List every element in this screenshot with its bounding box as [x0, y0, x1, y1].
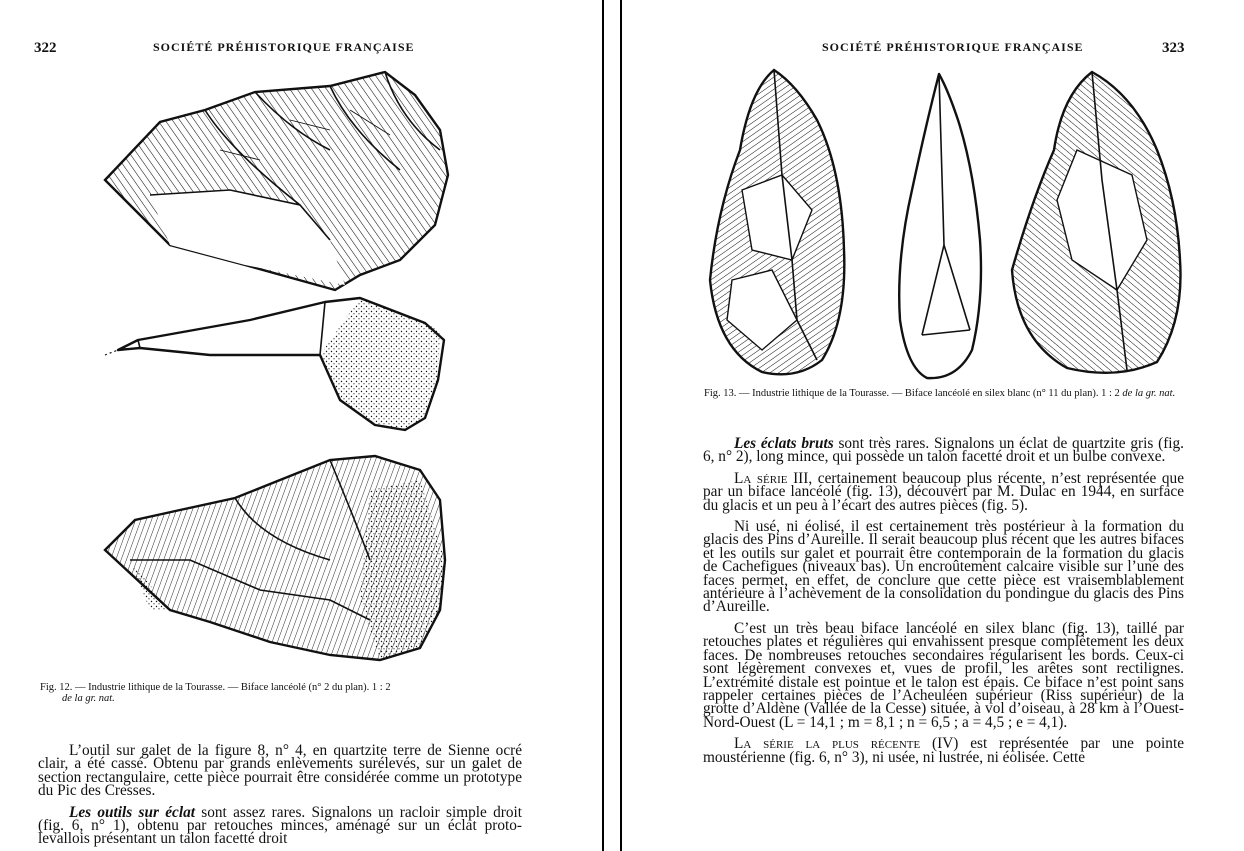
right-body-text [703, 437, 1184, 772]
paragraph [703, 437, 1184, 464]
biface-profile-view [899, 74, 981, 378]
paragraph-text: sont assez rares. Signalons un racloir simple droit (fig. 6, n° 1), obtenu par retouches minces, aménagé sur un éclat proto-levallois présentant un talon facetté droit [38, 803, 522, 848]
biface-lower-view [105, 456, 445, 660]
paragraph-text: , certainement beaucoup plus récente, n’est représentée que par un biface lancéolé (fig. 13), découvert par M. Dulac en 1944, en surface du glacis et un peu à l’écart des autres pièces (fig. 5). [703, 469, 1184, 514]
paragraph: C’est un très beau biface lancéolé en silex blanc (fig. 13), taillé par retouches plates et régulières qui envahissent presque complètement les deux faces. De nombreuses retouches secondaires régularisent les bords. Ceux-ci sont légèrement convexes et, vues de profil, les arêtes sont rectilignes. L’extrémité distale est pointue et le talon est épais. Ce biface n’est point sans rappeler certaines pièces de l’Acheuléen supérieur (Riss supérieur) de la grotte d’Aldène (Vallée de la Cesse) située, à vol d’oiseau, à 28 km à l’Ouest-Nord-Ouest (L = 14,1 ; m = 8,1 ; n = 6,5 ; a = 4,5 ; e = 4,1). [703, 619, 1184, 731]
running-head: SOCIÉTÉ PRÉHISTORIQUE FRANÇAISE [153, 40, 415, 54]
small-caps: La série III [734, 469, 809, 487]
left-page [0, 0, 604, 851]
emphasis: Les outils sur éclat [69, 803, 195, 821]
paragraph [38, 803, 522, 848]
right-page [622, 0, 1244, 851]
paragraph [703, 469, 1184, 514]
biface-face-view [710, 70, 844, 374]
figure-12-caption [40, 682, 522, 704]
paragraph-text: sont très rares. Signalons un éclat de quartzite gris (fig. 6, n° 2), long mince, qui possède un talon facetté droit et un bulbe convexe. [703, 435, 1185, 466]
paragraph [703, 737, 1184, 764]
caption-main: Fig. 13. — Industrie lithique de la Tourasse. — Biface lancéolé en silex blanc (n° 11 du plan). 1 : 2 [704, 388, 1120, 399]
page-number: 322 [34, 40, 57, 56]
left-body-text [38, 744, 522, 851]
paragraph: L’outil sur galet de la figure 8, n° 4, en quartzite terre de Sienne ocré clair, a été cassé. Obtenu par grands enlèvements surélevés, sur un galet de section rectangulaire, cette pièce pourrait être considérée comme un prototype du Pic des Cresses. [38, 742, 522, 800]
figure-13-caption [704, 388, 1184, 399]
caption-main: Fig. 12. — Industrie lithique de la Tourasse. — Biface lancéolé (n° 2 du plan). 1 : 2 [40, 682, 391, 693]
page-number: 323 [1162, 40, 1185, 56]
emphasis: Les éclats bruts [734, 435, 834, 452]
small-caps: La série la plus récente [734, 735, 921, 753]
biface-top-view [105, 72, 448, 290]
biface-reverse-view [1012, 72, 1181, 373]
running-head: SOCIÉTÉ PRÉHISTORIQUE FRANÇAISE [822, 40, 1084, 54]
biface-section-view [105, 298, 444, 430]
caption-italic: de la gr. nat. [62, 693, 115, 704]
figure-12-illustration [0, 0, 604, 690]
figure-13-illustration [622, 0, 1244, 385]
paragraph-text: (IV) est représentée par une pointe moustérienne (fig. 6, n° 3), ni usée, ni lustrée, ni éolisée. Cette [703, 735, 1184, 766]
caption-italic: de la gr. nat. [1122, 388, 1176, 399]
paragraph: Ni usé, ni éolisé, il est certainement très postérieur à la formation du glacis des Pins d’Aureille. Il serait beaucoup plus récent que les autres bifaces et les outils sur galet et pourrait être contemporain de la formation du glacis de Cachefigues (niveaux bas). Un encroûtement calcaire visible sur l’une des faces permet, en effet, de conclure que cette pièce est vraisemblablement antérieure à l’achèvement de la consolidation du pondingue du glacis des Pins d’Aureille. [703, 518, 1184, 616]
